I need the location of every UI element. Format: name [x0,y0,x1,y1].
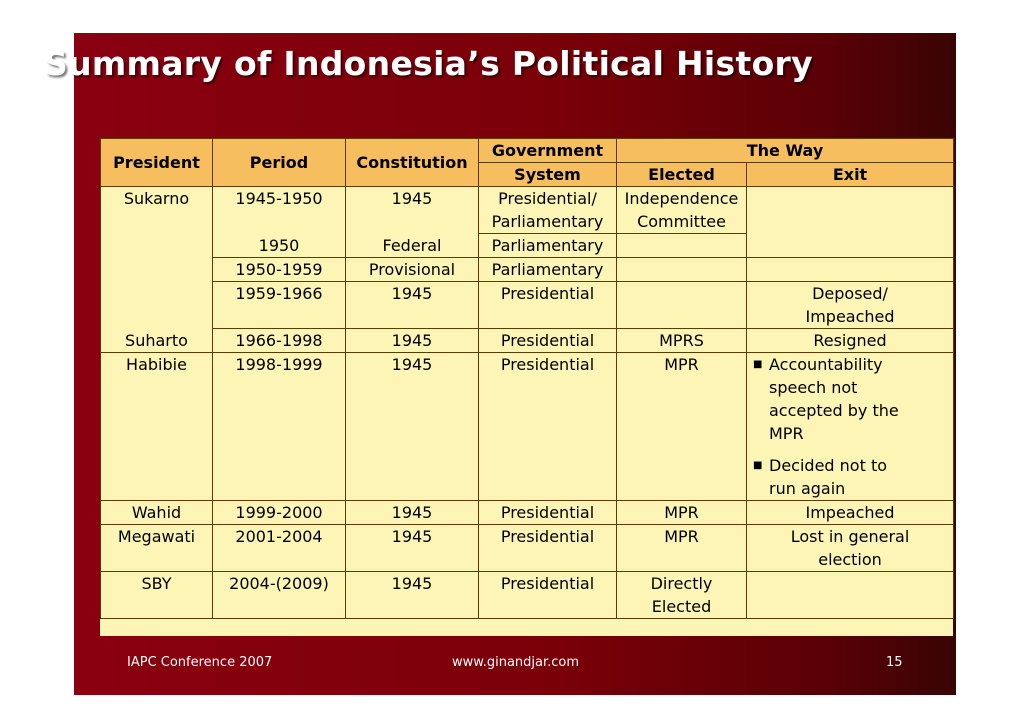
cell-system: Parliamentary [479,258,617,282]
cell-elected: Independence [617,187,747,211]
bullet-square-icon: ■ [753,460,763,471]
slide-title: Summary of Indonesia’s Political History [44,44,813,83]
elected-line: Elected [651,597,712,616]
history-table-grid [100,138,954,619]
header-constitution: Constitution [346,139,479,187]
cell-exit [747,282,954,329]
cell-constitution: 1945 [346,501,479,525]
cell-president: SBY [101,572,213,619]
cell-exit-bullets [747,353,954,501]
cell-period: 2004-(2009) [213,572,346,619]
cell-period: 1966-1998 [213,329,346,353]
elected-line: Directly [650,574,713,593]
cell-elected [617,572,747,619]
cell-elected [617,234,747,258]
footer-conference: IAPC Conference 2007 [127,655,273,670]
exit-line: Lost in general [790,527,910,546]
table-row [101,353,954,501]
cell-system: Presidential [479,525,617,572]
cell-period: 1945-1950 [213,187,346,234]
cell-exit [747,258,954,282]
cell-president: Habibie [101,353,213,501]
cell-constitution: Provisional [346,258,479,282]
bullet-line: Accountability [769,355,883,374]
cell-exit [747,572,954,619]
cell-constitution: 1945 [346,525,479,572]
cell-system: Presidential [479,329,617,353]
cell-period: 1950 [213,234,346,258]
cell-system: Presidential [479,353,617,501]
bullet-item [753,353,951,445]
table-row [101,501,954,525]
cell-constitution: 1945 [346,572,479,619]
table-row [101,572,954,619]
cell-elected [617,258,747,282]
table-row [101,329,954,353]
cell-exit [747,187,954,234]
cell-president: Suharto [101,329,213,353]
exit-line: election [818,550,882,569]
header-elected: Elected [617,163,747,187]
cell-president: Megawati [101,525,213,572]
cell-system: Presidential [479,572,617,619]
cell-exit: Impeached [747,501,954,525]
cell-elected [617,282,747,329]
cell-elected: MPRS [617,329,747,353]
bullet-square-icon: ■ [753,359,763,370]
bullet-line: run again [769,479,846,498]
cell-period: 2001-2004 [213,525,346,572]
cell-constitution: 1945 [346,282,479,329]
header-the-way: The Way [617,139,954,163]
cell-system: Presidential [479,501,617,525]
table-row [101,187,954,211]
footer-website: www.ginandjar.com [452,655,580,670]
cell-constitution: 1945 [346,187,479,234]
header-period: Period [213,139,346,187]
cell-period: 1999-2000 [213,501,346,525]
history-table [100,138,953,636]
cell-system: Presidential [479,282,617,329]
table-row [101,234,954,258]
cell-system: Presidential/ [479,187,617,211]
header-government-system [479,139,617,163]
cell-president: Wahid [101,501,213,525]
bullet-line: speech not [769,378,858,397]
cell-period: 1959-1966 [213,282,346,329]
bullet-text [769,353,899,445]
header-exit: Exit [747,163,954,187]
bullet-item [753,454,951,500]
cell-elected: MPR [617,501,747,525]
page-number: 15 [886,655,903,670]
cell-president: Sukarno [101,187,213,329]
cell-elected: Committee [617,210,747,234]
cell-exit [747,234,954,258]
table-row [101,282,954,329]
cell-exit [747,525,954,572]
exit-line: Deposed/ [812,284,888,303]
cell-period: 1998-1999 [213,353,346,501]
table-row [101,258,954,282]
cell-constitution: Federal [346,234,479,258]
cell-system: Parliamentary [479,210,617,234]
cell-exit: Resigned [747,329,954,353]
bullet-line: Decided not to [769,456,887,475]
cell-constitution: 1945 [346,353,479,501]
header-president: President [101,139,213,187]
header-system-line: System [479,163,617,187]
cell-elected: MPR [617,525,747,572]
table-row [101,525,954,572]
cell-period: 1950-1959 [213,258,346,282]
cell-constitution: 1945 [346,329,479,353]
bullet-line: MPR [769,424,804,443]
bullet-line: accepted by the [769,401,899,420]
cell-system: Parliamentary [479,234,617,258]
exit-line: Impeached [805,307,895,326]
cell-elected: MPR [617,353,747,501]
header-government-line: Government [491,141,604,160]
bullet-text [769,454,887,500]
